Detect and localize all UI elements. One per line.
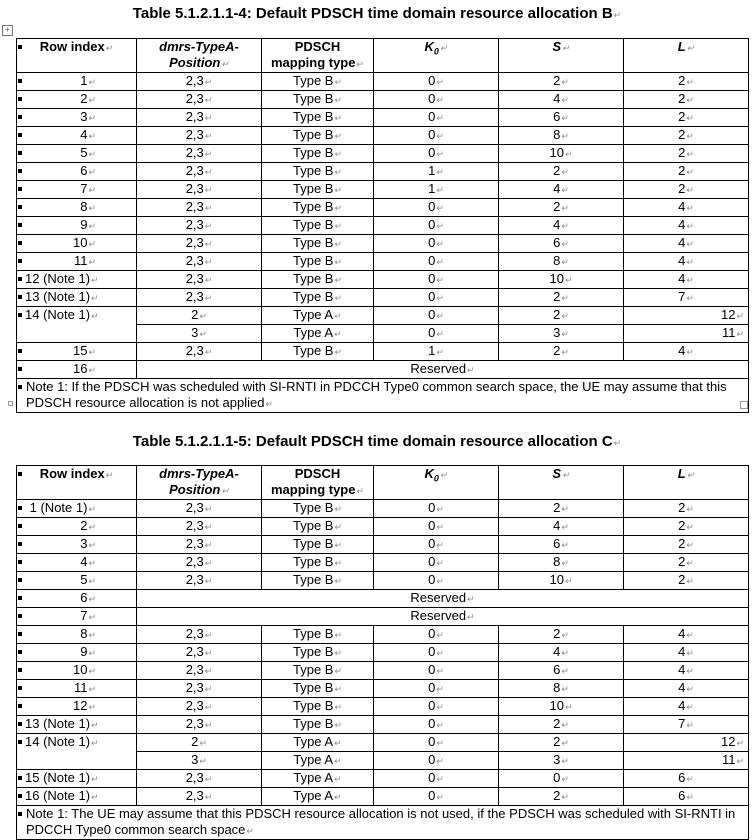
cell-l: 12 ↵ [624, 734, 749, 752]
row-index: 10 ↵ [17, 235, 137, 253]
cell-dmrs: 3 ↵ [137, 325, 262, 343]
cell-k0: 0 ↵ [374, 235, 499, 253]
header-dmrs-line2: Position ↵ [141, 482, 257, 499]
header-mapping-line2: mapping type ↵ [266, 482, 369, 499]
cell-k0: 0 ↵ [374, 307, 499, 325]
cell-dmrs: 2,3 ↵ [137, 289, 262, 307]
cell-dmrs: 2,3 ↵ [137, 163, 262, 181]
row-index: 16 (Note 1) ↵ [17, 788, 137, 806]
row-index: 8 ↵ [17, 199, 137, 217]
cell-dmrs: 2 ↵ [137, 307, 262, 325]
cell-mapping-type: Type B ↵ [262, 91, 374, 109]
cell-dmrs: 2,3 ↵ [137, 536, 262, 554]
row-index: 5 ↵ [17, 145, 137, 163]
resize-handle[interactable] [740, 401, 748, 409]
table-note: Note 1: The UE may assume that this PDSCH resource allocation is not used, if the PDSCH was scheduled with SI-RNTI in PDCCH Type0 common search space ↵ [17, 806, 749, 840]
cell-mapping-type: Type B ↵ [262, 572, 374, 590]
cell-dmrs: 2,3 ↵ [137, 343, 262, 361]
table-row [17, 626, 749, 644]
cell-k0: 0 ↵ [374, 734, 499, 752]
cell-dmrs: 2,3 ↵ [137, 199, 262, 217]
cell-k0: 1 ↵ [374, 181, 499, 199]
table-row [17, 662, 749, 680]
cell-mapping-type: Type B ↵ [262, 145, 374, 163]
cell-k0: 0 ↵ [374, 518, 499, 536]
cell-k0: 0 ↵ [374, 325, 499, 343]
row-index: 10 ↵ [17, 662, 137, 680]
row-index: 6 ↵ [17, 163, 137, 181]
table-row [17, 253, 749, 271]
row-index: 9 ↵ [17, 644, 137, 662]
cell-s: 2 ↵ [499, 73, 624, 91]
cell-mapping-type: Type B ↵ [262, 698, 374, 716]
cell-dmrs: 2,3 ↵ [137, 716, 262, 734]
row-index: 6 ↵ [17, 590, 137, 608]
cell-s: 2 ↵ [499, 289, 624, 307]
cell-k0: 0 ↵ [374, 536, 499, 554]
header-mapping-line1: PDSCH [294, 466, 341, 481]
header-dmrs-line2: Position ↵ [141, 55, 257, 72]
cell-l: 4 ↵ [624, 343, 749, 361]
cell-mapping-type: Type B ↵ [262, 73, 374, 91]
row-index: 2 ↵ [17, 91, 137, 109]
cell-k0: 0 ↵ [374, 698, 499, 716]
table-row [17, 181, 749, 199]
cell-l: 2 ↵ [624, 518, 749, 536]
cell-dmrs: 2,3 ↵ [137, 109, 262, 127]
table-row [17, 163, 749, 181]
header-dmrs [137, 39, 262, 73]
cell-s: 6 ↵ [499, 109, 624, 127]
cell-k0: 0 ↵ [374, 145, 499, 163]
note-row [17, 806, 749, 840]
cell-dmrs: 3 ↵ [137, 752, 262, 770]
cell-s: 6 ↵ [499, 536, 624, 554]
row-index: 9 ↵ [17, 217, 137, 235]
row-index: 16 ↵ [17, 361, 137, 379]
note-row [17, 379, 749, 413]
cell-mapping-type: Type B ↵ [262, 554, 374, 572]
table-row [17, 590, 749, 608]
cell-l: 4 ↵ [624, 271, 749, 289]
cell-s: 4 ↵ [499, 91, 624, 109]
cell-dmrs: 2,3 ↵ [137, 680, 262, 698]
cell-dmrs: 2,3 ↵ [137, 788, 262, 806]
cell-s: 2 ↵ [499, 716, 624, 734]
cell-dmrs: 2,3 ↵ [137, 217, 262, 235]
row-index: 1 (Note 1) ↵ [17, 500, 137, 518]
cell-dmrs: 2,3 ↵ [137, 644, 262, 662]
header-row-index: Row index ↵ [17, 466, 137, 500]
cell-mapping-type: Type A ↵ [262, 752, 374, 770]
cell-mapping-type: Type B ↵ [262, 289, 374, 307]
cell-mapping-type: Type B ↵ [262, 500, 374, 518]
cell-l: 7 ↵ [624, 289, 749, 307]
table-row [17, 307, 749, 325]
cell-s: 2 ↵ [499, 734, 624, 752]
table-row [17, 235, 749, 253]
row-index: 8 ↵ [17, 626, 137, 644]
cell-k0: 0 ↵ [374, 572, 499, 590]
header-row-index: Row index ↵ [17, 39, 137, 73]
cell-s: 10 ↵ [499, 271, 624, 289]
table-row [17, 554, 749, 572]
cell-s: 3 ↵ [499, 752, 624, 770]
cell-dmrs: 2,3 ↵ [137, 127, 262, 145]
cell-l: 6 ↵ [624, 788, 749, 806]
table-note: Note 1: If the PDSCH was scheduled with SI-RNTI in PDCCH Type0 common search space, the UE may assume that this PDSCH resource allocation is not applied ↵ [17, 379, 749, 413]
row-index: 13 (Note 1) ↵ [17, 716, 137, 734]
table-row [17, 734, 749, 752]
cell-l: 12 ↵ [624, 307, 749, 325]
cell-s: 10 ↵ [499, 698, 624, 716]
header-row [17, 39, 749, 73]
cell-mapping-type: Type B ↵ [262, 109, 374, 127]
cell-dmrs: 2,3 ↵ [137, 572, 262, 590]
cell-k0: 0 ↵ [374, 271, 499, 289]
header-s: S ↵ [499, 466, 624, 500]
table-row [17, 289, 749, 307]
row-index: 11 ↵ [17, 680, 137, 698]
cell-s: 10 ↵ [499, 572, 624, 590]
cell-k0: 0 ↵ [374, 500, 499, 518]
row-index: 12 ↵ [17, 698, 137, 716]
cell-s: 4 ↵ [499, 181, 624, 199]
cell-mapping-type: Type A ↵ [262, 325, 374, 343]
table-row [17, 271, 749, 289]
row-index: 7 ↵ [17, 608, 137, 626]
cell-mapping-type: Type B ↵ [262, 199, 374, 217]
table-row [17, 127, 749, 145]
cell-s: 6 ↵ [499, 662, 624, 680]
cell-l: 11 ↵ [624, 752, 749, 770]
cell-l: 2 ↵ [624, 500, 749, 518]
cell-k0: 0 ↵ [374, 644, 499, 662]
table-b [16, 38, 749, 413]
cell-mapping-type: Type B ↵ [262, 644, 374, 662]
table-row [17, 644, 749, 662]
cell-l: 2 ↵ [624, 181, 749, 199]
cell-s: 2 ↵ [499, 163, 624, 181]
table-row [17, 361, 749, 379]
cell-l: 4 ↵ [624, 680, 749, 698]
row-index: 2 ↵ [17, 518, 137, 536]
table-b-title: Table 5.1.2.1.1-4: Default PDSCH time domain resource allocation B ↵ [0, 5, 754, 24]
move-anchor-icon[interactable]: + [2, 25, 13, 36]
cell-dmrs: 2,3 ↵ [137, 181, 262, 199]
table-row [17, 145, 749, 163]
header-mapping-line1: PDSCH [294, 39, 341, 54]
cell-dmrs: 2,3 ↵ [137, 235, 262, 253]
cell-l: 4 ↵ [624, 217, 749, 235]
cell-dmrs: 2,3 ↵ [137, 698, 262, 716]
cell-l: 2 ↵ [624, 536, 749, 554]
row-index: 14 (Note 1) ↵ [17, 307, 137, 343]
table-row [17, 109, 749, 127]
table-row [17, 698, 749, 716]
table-row [17, 536, 749, 554]
cell-l: 6 ↵ [624, 770, 749, 788]
cell-mapping-type: Type B ↵ [262, 253, 374, 271]
table-row [17, 770, 749, 788]
cell-dmrs: 2,3 ↵ [137, 626, 262, 644]
table-c-title: Table 5.1.2.1.1-5: Default PDSCH time domain resource allocation C ↵ [0, 433, 754, 452]
table-row [17, 572, 749, 590]
cell-l: 2 ↵ [624, 554, 749, 572]
cell-dmrs: 2,3 ↵ [137, 770, 262, 788]
cell-l: 2 ↵ [624, 572, 749, 590]
cell-l: 2 ↵ [624, 145, 749, 163]
table-row [17, 73, 749, 91]
table-c [16, 465, 749, 840]
cell-mapping-type: Type B ↵ [262, 181, 374, 199]
row-index: 5 ↵ [17, 572, 137, 590]
resize-handle[interactable] [8, 401, 13, 406]
row-index: 3 ↵ [17, 109, 137, 127]
cell-mapping-type: Type B ↵ [262, 163, 374, 181]
cell-s: 2 ↵ [499, 788, 624, 806]
header-dmrs [137, 466, 262, 500]
cell-s: 2 ↵ [499, 307, 624, 325]
table-row [17, 500, 749, 518]
row-index: 15 ↵ [17, 343, 137, 361]
table-row [17, 91, 749, 109]
cell-s: 8 ↵ [499, 253, 624, 271]
cell-dmrs: 2 ↵ [137, 734, 262, 752]
row-index: 15 (Note 1) ↵ [17, 770, 137, 788]
cell-reserved: Reserved ↵ [137, 361, 749, 379]
header-dmrs-line1: dmrs-TypeA- [159, 39, 239, 54]
cell-dmrs: 2,3 ↵ [137, 145, 262, 163]
row-index: 7 ↵ [17, 181, 137, 199]
cell-l: 2 ↵ [624, 91, 749, 109]
cell-mapping-type: Type B ↵ [262, 716, 374, 734]
cell-k0: 0 ↵ [374, 217, 499, 235]
cell-l: 2 ↵ [624, 163, 749, 181]
cell-s: 4 ↵ [499, 518, 624, 536]
cell-s: 6 ↵ [499, 235, 624, 253]
cell-s: 8 ↵ [499, 127, 624, 145]
cell-mapping-type: Type A ↵ [262, 788, 374, 806]
row-index: 13 (Note 1) ↵ [17, 289, 137, 307]
header-mapping-type [262, 39, 374, 73]
header-s: S ↵ [499, 39, 624, 73]
row-index: 11 ↵ [17, 253, 137, 271]
table-row [17, 608, 749, 626]
cell-dmrs: 2,3 ↵ [137, 500, 262, 518]
cell-k0: 0 ↵ [374, 752, 499, 770]
cell-mapping-type: Type B ↵ [262, 343, 374, 361]
header-mapping-line2: mapping type ↵ [266, 55, 369, 72]
cell-k0: 1 ↵ [374, 163, 499, 181]
cell-mapping-type: Type B ↵ [262, 127, 374, 145]
cell-dmrs: 2,3 ↵ [137, 554, 262, 572]
table-row [17, 680, 749, 698]
cell-k0: 0 ↵ [374, 199, 499, 217]
row-index: 4 ↵ [17, 127, 137, 145]
cell-s: 4 ↵ [499, 644, 624, 662]
cell-mapping-type: Type B ↵ [262, 235, 374, 253]
table-row [17, 199, 749, 217]
cell-k0: 1 ↵ [374, 343, 499, 361]
cell-k0: 0 ↵ [374, 716, 499, 734]
cell-s: 2 ↵ [499, 500, 624, 518]
cell-l: 7 ↵ [624, 716, 749, 734]
cell-mapping-type: Type B ↵ [262, 217, 374, 235]
table-row [17, 788, 749, 806]
cell-k0: 0 ↵ [374, 680, 499, 698]
cell-k0: 0 ↵ [374, 253, 499, 271]
row-index: 4 ↵ [17, 554, 137, 572]
cell-mapping-type: Type B ↵ [262, 271, 374, 289]
cell-l: 2 ↵ [624, 109, 749, 127]
cell-k0: 0 ↵ [374, 554, 499, 572]
cell-k0: 0 ↵ [374, 788, 499, 806]
cell-mapping-type: Type A ↵ [262, 734, 374, 752]
header-mapping-type [262, 466, 374, 500]
cell-dmrs: 2,3 ↵ [137, 271, 262, 289]
cell-mapping-type: Type A ↵ [262, 770, 374, 788]
cell-l: 2 ↵ [624, 127, 749, 145]
cell-reserved: Reserved ↵ [137, 608, 749, 626]
cell-dmrs: 2,3 ↵ [137, 253, 262, 271]
cell-l: 11 ↵ [624, 325, 749, 343]
cell-k0: 0 ↵ [374, 73, 499, 91]
cell-l: 4 ↵ [624, 235, 749, 253]
cell-k0: 0 ↵ [374, 109, 499, 127]
cell-l: 4 ↵ [624, 199, 749, 217]
cell-dmrs: 2,3 ↵ [137, 73, 262, 91]
header-dmrs-line1: dmrs-TypeA- [159, 466, 239, 481]
cell-l: 2 ↵ [624, 73, 749, 91]
header-l: L ↵ [624, 466, 749, 500]
row-index: 12 (Note 1) ↵ [17, 271, 137, 289]
cell-k0: 0 ↵ [374, 626, 499, 644]
cell-dmrs: 2,3 ↵ [137, 518, 262, 536]
cell-mapping-type: Type B ↵ [262, 680, 374, 698]
cell-s: 2 ↵ [499, 199, 624, 217]
table-row [17, 343, 749, 361]
cell-dmrs: 2,3 ↵ [137, 91, 262, 109]
table-row [17, 716, 749, 734]
cell-s: 10 ↵ [499, 145, 624, 163]
header-k0: $K_0$ ↵ [374, 466, 499, 500]
cell-reserved: Reserved ↵ [137, 590, 749, 608]
cell-s: 8 ↵ [499, 554, 624, 572]
cell-l: 4 ↵ [624, 626, 749, 644]
cell-k0: 0 ↵ [374, 662, 499, 680]
row-index: 1 ↵ [17, 73, 137, 91]
cell-dmrs: 2,3 ↵ [137, 662, 262, 680]
cell-l: 4 ↵ [624, 662, 749, 680]
table-row [17, 217, 749, 235]
row-index: 3 ↵ [17, 536, 137, 554]
cell-l: 4 ↵ [624, 698, 749, 716]
header-k0: $K_0$ ↵ [374, 39, 499, 73]
cell-k0: 0 ↵ [374, 770, 499, 788]
cell-s: 2 ↵ [499, 343, 624, 361]
cell-k0: 0 ↵ [374, 91, 499, 109]
row-index: 14 (Note 1) ↵ [17, 734, 137, 770]
header-l: L ↵ [624, 39, 749, 73]
header-row [17, 466, 749, 500]
cell-mapping-type: Type B ↵ [262, 518, 374, 536]
cell-mapping-type: Type B ↵ [262, 662, 374, 680]
cell-s: 8 ↵ [499, 680, 624, 698]
cell-mapping-type: Type A ↵ [262, 307, 374, 325]
cell-s: 4 ↵ [499, 217, 624, 235]
cell-mapping-type: Type B ↵ [262, 626, 374, 644]
cell-s: 3 ↵ [499, 325, 624, 343]
cell-s: 2 ↵ [499, 626, 624, 644]
cell-s: 0 ↵ [499, 770, 624, 788]
cell-l: 4 ↵ [624, 644, 749, 662]
cell-k0: 0 ↵ [374, 127, 499, 145]
table-row [17, 518, 749, 536]
cell-mapping-type: Type B ↵ [262, 536, 374, 554]
cell-l: 4 ↵ [624, 253, 749, 271]
cell-k0: 0 ↵ [374, 289, 499, 307]
